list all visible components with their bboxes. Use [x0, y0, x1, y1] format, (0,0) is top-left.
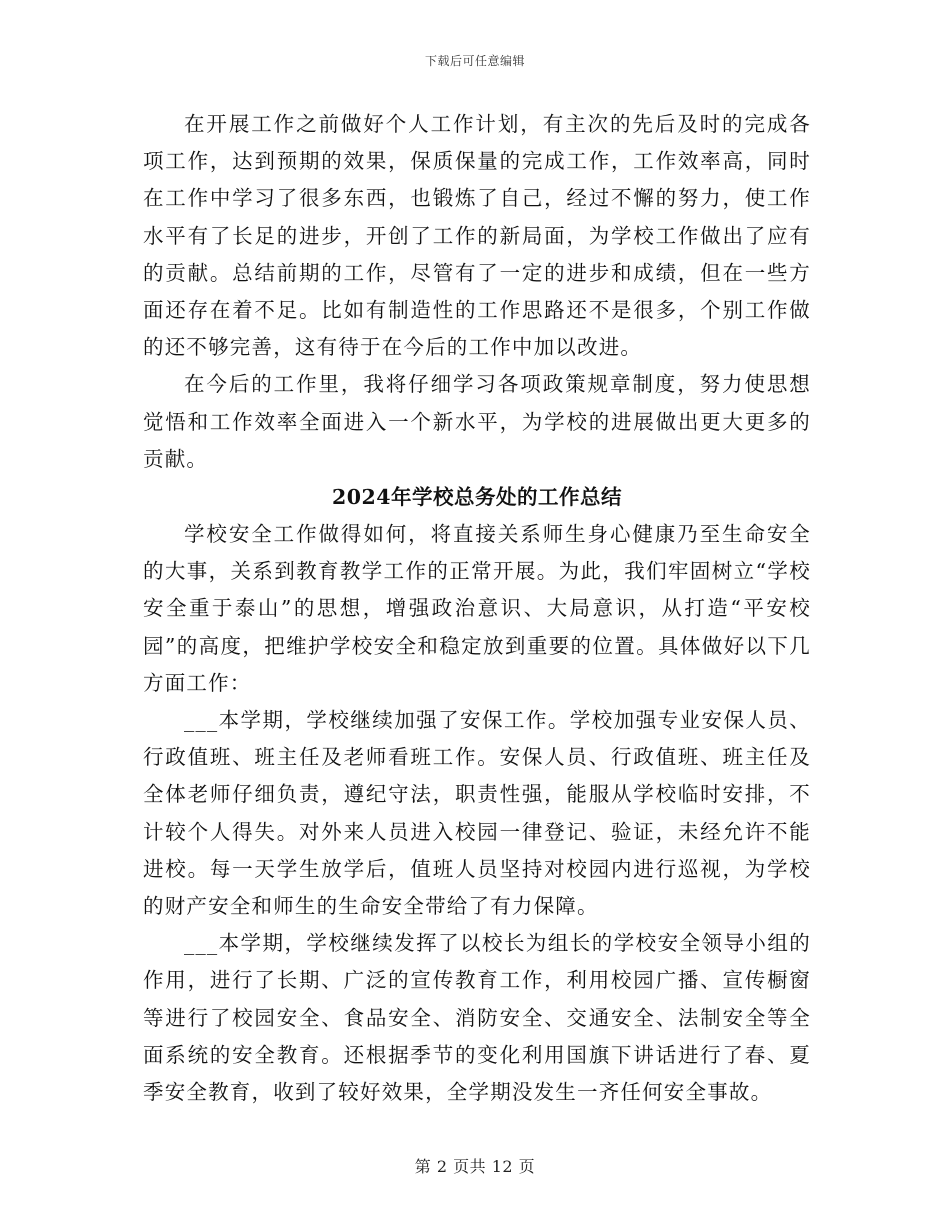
paragraph: ___本学期，学校继续加强了安保工作。学校加强专业安保人员、行政值班、班主任及老师看班工作。安保人员、行政值班、班主任及全体老师仔细负责，遵纪守法，职责性强，能服从学校临时安排，不计较个人得失。对外来人员进入校园一律登记、验证，未经允许不能进校。每一天学生放学后，值班人员坚持对校园内进行巡视，为学校的财产安全和师生的生命安全带给了有力保障。: [143, 708, 811, 919]
paragraph: 在今后的工作里，我将仔细学习各项政策规章制度，努力使思想觉悟和工作效率全面进入一个新水平，为学校的进展做出更大更多的贡献。: [143, 372, 811, 471]
header-note: 下载后可任意编辑: [424, 54, 525, 68]
paragraph: 在开展工作之前做好个人工作计划，有主次的先后及时的完成各项工作，达到预期的效果，保质保量的完成工作，工作效率高，同时在工作中学习了很多东西，也锻炼了自己，经过不懈的努力，使工作水平有了长足的进步，开创了工作的新局面，为学校工作做出了应有的贡献。总结前期的工作，尽管有了一定的进步和成绩，但在一些方面还存在着不足。比如有制造性的工作思路还不是很多，个别工作做的还不够完善，这有待于在今后的工作中加以改进。: [143, 112, 811, 360]
paragraph: 学校安全工作做得如何，将直接关系师生身心健康乃至生命安全的大事，关系到教育教学工作的正常开展。为此，我们牢固树立“学校安全重于泰山”的思想，增强政治意识、大局意识，从打造“平安校园”的高度，把维护学校安全和稳定放到重要的位置。具体做好以下几方面工作：: [143, 522, 811, 695]
document-body: [143, 106, 811, 1111]
paragraph: ___本学期，学校继续发挥了以校长为组长的学校安全领导小组的作用，进行了长期、广泛的宣传教育工作，利用校园广播、宣传橱窗等进行了校园安全、食品安全、消防安全、交通安全、法制安全等全面系统的安全教育。还根据季节的变化利用国旗下讲话进行了春、夏季安全教育，收到了较好效果，全学期没发生一齐任何安全事故。: [143, 931, 811, 1105]
section-title: 2024年学校总务处的工作总结: [331, 485, 623, 510]
page-number: 第 2 页共 12 页: [414, 1157, 536, 1176]
